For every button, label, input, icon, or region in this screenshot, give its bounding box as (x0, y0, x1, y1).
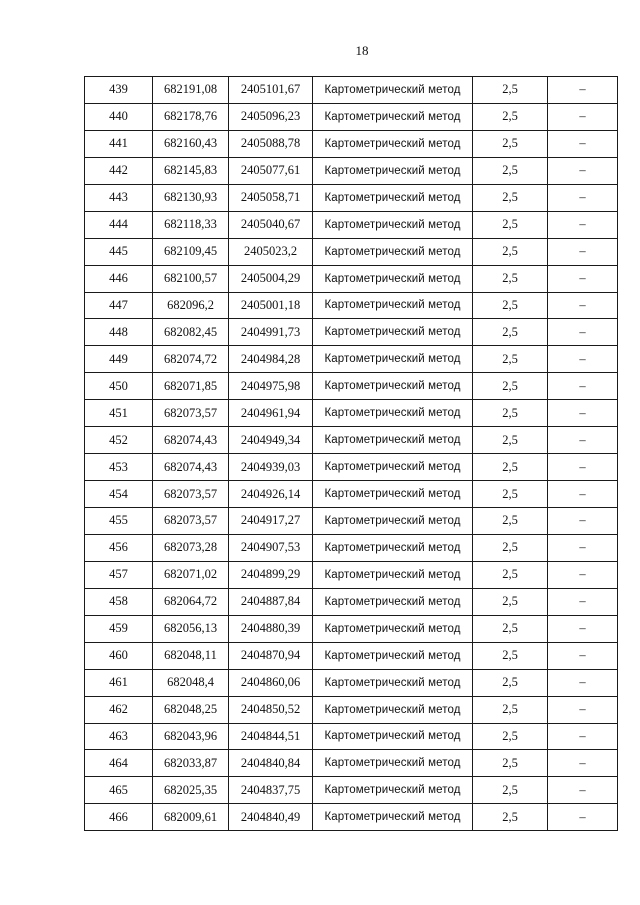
precision-cell: 2,5 (473, 265, 548, 292)
note-cell: – (548, 777, 618, 804)
point-number-cell: 451 (85, 400, 153, 427)
precision-cell: 2,5 (473, 184, 548, 211)
table-row (85, 750, 618, 777)
y-coordinate-cell: 2404844,51 (229, 723, 313, 750)
method-cell: Картометрический метод (313, 157, 473, 184)
x-coordinate-cell: 682073,57 (153, 508, 229, 535)
point-number-cell: 454 (85, 481, 153, 508)
y-coordinate-cell: 2404907,53 (229, 534, 313, 561)
point-number-cell: 441 (85, 130, 153, 157)
precision-cell: 2,5 (473, 400, 548, 427)
note-cell: – (548, 157, 618, 184)
precision-cell: 2,5 (473, 777, 548, 804)
precision-cell: 2,5 (473, 427, 548, 454)
precision-cell: 2,5 (473, 103, 548, 130)
method-cell: Картометрический метод (313, 615, 473, 642)
method-cell: Картометрический метод (313, 777, 473, 804)
x-coordinate-cell: 682025,35 (153, 777, 229, 804)
point-number-cell: 466 (85, 804, 153, 831)
y-coordinate-cell: 2404975,98 (229, 373, 313, 400)
note-cell: – (548, 130, 618, 157)
method-cell: Картометрический метод (313, 804, 473, 831)
precision-cell: 2,5 (473, 346, 548, 373)
precision-cell: 2,5 (473, 508, 548, 535)
precision-cell: 2,5 (473, 588, 548, 615)
note-cell: – (548, 723, 618, 750)
x-coordinate-cell: 682043,96 (153, 723, 229, 750)
x-coordinate-cell: 682048,11 (153, 642, 229, 669)
table-row (85, 77, 618, 104)
table-row (85, 615, 618, 642)
point-number-cell: 453 (85, 454, 153, 481)
x-coordinate-cell: 682071,02 (153, 561, 229, 588)
table-row (85, 346, 618, 373)
method-cell: Картометрический метод (313, 750, 473, 777)
point-number-cell: 464 (85, 750, 153, 777)
note-cell: – (548, 346, 618, 373)
coordinates-table-body (85, 77, 618, 831)
y-coordinate-cell: 2405101,67 (229, 77, 313, 104)
note-cell: – (548, 642, 618, 669)
method-cell: Картометрический метод (313, 292, 473, 319)
point-number-cell: 443 (85, 184, 153, 211)
method-cell: Картометрический метод (313, 534, 473, 561)
point-number-cell: 462 (85, 696, 153, 723)
y-coordinate-cell: 2405001,18 (229, 292, 313, 319)
table-row (85, 292, 618, 319)
method-cell: Картометрический метод (313, 427, 473, 454)
y-coordinate-cell: 2404840,49 (229, 804, 313, 831)
x-coordinate-cell: 682145,83 (153, 157, 229, 184)
y-coordinate-cell: 2404880,39 (229, 615, 313, 642)
method-cell: Картометрический метод (313, 696, 473, 723)
point-number-cell: 452 (85, 427, 153, 454)
precision-cell: 2,5 (473, 77, 548, 104)
x-coordinate-cell: 682048,4 (153, 669, 229, 696)
table-row (85, 454, 618, 481)
precision-cell: 2,5 (473, 319, 548, 346)
table-row (85, 130, 618, 157)
x-coordinate-cell: 682082,45 (153, 319, 229, 346)
y-coordinate-cell: 2404837,75 (229, 777, 313, 804)
table-row (85, 481, 618, 508)
y-coordinate-cell: 2405077,61 (229, 157, 313, 184)
point-number-cell: 444 (85, 211, 153, 238)
method-cell: Картометрический метод (313, 400, 473, 427)
x-coordinate-cell: 682048,25 (153, 696, 229, 723)
note-cell: – (548, 77, 618, 104)
method-cell: Картометрический метод (313, 723, 473, 750)
note-cell: – (548, 588, 618, 615)
point-number-cell: 446 (85, 265, 153, 292)
table-row (85, 534, 618, 561)
precision-cell: 2,5 (473, 696, 548, 723)
precision-cell: 2,5 (473, 373, 548, 400)
precision-cell: 2,5 (473, 561, 548, 588)
table-row (85, 157, 618, 184)
point-number-cell: 465 (85, 777, 153, 804)
note-cell: – (548, 238, 618, 265)
table-row (85, 400, 618, 427)
method-cell: Картометрический метод (313, 238, 473, 265)
method-cell: Картометрический метод (313, 508, 473, 535)
note-cell: – (548, 481, 618, 508)
note-cell: – (548, 508, 618, 535)
x-coordinate-cell: 682073,28 (153, 534, 229, 561)
note-cell: – (548, 265, 618, 292)
point-number-cell: 461 (85, 669, 153, 696)
y-coordinate-cell: 2404984,28 (229, 346, 313, 373)
precision-cell: 2,5 (473, 157, 548, 184)
precision-cell: 2,5 (473, 642, 548, 669)
point-number-cell: 450 (85, 373, 153, 400)
coordinates-table (84, 76, 618, 831)
table-row (85, 696, 618, 723)
method-cell: Картометрический метод (313, 642, 473, 669)
x-coordinate-cell: 682056,13 (153, 615, 229, 642)
method-cell: Картометрический метод (313, 481, 473, 508)
x-coordinate-cell: 682160,43 (153, 130, 229, 157)
method-cell: Картометрический метод (313, 454, 473, 481)
table-row (85, 508, 618, 535)
table-row (85, 427, 618, 454)
x-coordinate-cell: 682073,57 (153, 400, 229, 427)
table-row (85, 777, 618, 804)
note-cell: – (548, 211, 618, 238)
precision-cell: 2,5 (473, 130, 548, 157)
table-row (85, 265, 618, 292)
note-cell: – (548, 696, 618, 723)
method-cell: Картометрический метод (313, 184, 473, 211)
note-cell: – (548, 804, 618, 831)
method-cell: Картометрический метод (313, 265, 473, 292)
table-row (85, 669, 618, 696)
table-row (85, 319, 618, 346)
y-coordinate-cell: 2404991,73 (229, 319, 313, 346)
x-coordinate-cell: 682096,2 (153, 292, 229, 319)
x-coordinate-cell: 682191,08 (153, 77, 229, 104)
y-coordinate-cell: 2405040,67 (229, 211, 313, 238)
point-number-cell: 455 (85, 508, 153, 535)
point-number-cell: 456 (85, 534, 153, 561)
method-cell: Картометрический метод (313, 669, 473, 696)
y-coordinate-cell: 2404926,14 (229, 481, 313, 508)
method-cell: Картометрический метод (313, 373, 473, 400)
point-number-cell: 440 (85, 103, 153, 130)
table-row (85, 588, 618, 615)
x-coordinate-cell: 682130,93 (153, 184, 229, 211)
table-row (85, 723, 618, 750)
y-coordinate-cell: 2404840,84 (229, 750, 313, 777)
note-cell: – (548, 427, 618, 454)
x-coordinate-cell: 682033,87 (153, 750, 229, 777)
table-row (85, 184, 618, 211)
precision-cell: 2,5 (473, 292, 548, 319)
y-coordinate-cell: 2404939,03 (229, 454, 313, 481)
precision-cell: 2,5 (473, 615, 548, 642)
precision-cell: 2,5 (473, 669, 548, 696)
table-row (85, 238, 618, 265)
note-cell: – (548, 561, 618, 588)
note-cell: – (548, 292, 618, 319)
point-number-cell: 442 (85, 157, 153, 184)
table-row (85, 561, 618, 588)
table-row (85, 804, 618, 831)
point-number-cell: 445 (85, 238, 153, 265)
point-number-cell: 459 (85, 615, 153, 642)
note-cell: – (548, 184, 618, 211)
method-cell: Картометрический метод (313, 588, 473, 615)
x-coordinate-cell: 682074,43 (153, 454, 229, 481)
precision-cell: 2,5 (473, 454, 548, 481)
page-number: 18 (355, 43, 369, 58)
x-coordinate-cell: 682074,72 (153, 346, 229, 373)
y-coordinate-cell: 2404850,52 (229, 696, 313, 723)
note-cell: – (548, 103, 618, 130)
method-cell: Картометрический метод (313, 130, 473, 157)
table-row (85, 373, 618, 400)
x-coordinate-cell: 682073,57 (153, 481, 229, 508)
note-cell: – (548, 454, 618, 481)
point-number-cell: 457 (85, 561, 153, 588)
note-cell: – (548, 534, 618, 561)
x-coordinate-cell: 682071,85 (153, 373, 229, 400)
y-coordinate-cell: 2404870,94 (229, 642, 313, 669)
point-number-cell: 460 (85, 642, 153, 669)
y-coordinate-cell: 2405088,78 (229, 130, 313, 157)
precision-cell: 2,5 (473, 211, 548, 238)
note-cell: – (548, 400, 618, 427)
precision-cell: 2,5 (473, 723, 548, 750)
y-coordinate-cell: 2404887,84 (229, 588, 313, 615)
x-coordinate-cell: 682074,43 (153, 427, 229, 454)
y-coordinate-cell: 2405004,29 (229, 265, 313, 292)
point-number-cell: 463 (85, 723, 153, 750)
y-coordinate-cell: 2404949,34 (229, 427, 313, 454)
method-cell: Картометрический метод (313, 319, 473, 346)
y-coordinate-cell: 2404899,29 (229, 561, 313, 588)
precision-cell: 2,5 (473, 804, 548, 831)
point-number-cell: 458 (85, 588, 153, 615)
x-coordinate-cell: 682178,76 (153, 103, 229, 130)
x-coordinate-cell: 682009,61 (153, 804, 229, 831)
x-coordinate-cell: 682118,33 (153, 211, 229, 238)
precision-cell: 2,5 (473, 481, 548, 508)
method-cell: Картометрический метод (313, 103, 473, 130)
point-number-cell: 447 (85, 292, 153, 319)
table-row (85, 642, 618, 669)
method-cell: Картометрический метод (313, 561, 473, 588)
note-cell: – (548, 319, 618, 346)
point-number-cell: 439 (85, 77, 153, 104)
y-coordinate-cell: 2404917,27 (229, 508, 313, 535)
y-coordinate-cell: 2404961,94 (229, 400, 313, 427)
table-row (85, 211, 618, 238)
precision-cell: 2,5 (473, 534, 548, 561)
x-coordinate-cell: 682109,45 (153, 238, 229, 265)
precision-cell: 2,5 (473, 238, 548, 265)
precision-cell: 2,5 (473, 750, 548, 777)
point-number-cell: 448 (85, 319, 153, 346)
note-cell: – (548, 750, 618, 777)
note-cell: – (548, 373, 618, 400)
y-coordinate-cell: 2405096,23 (229, 103, 313, 130)
table-row (85, 103, 618, 130)
x-coordinate-cell: 682064,72 (153, 588, 229, 615)
y-coordinate-cell: 2404860,06 (229, 669, 313, 696)
x-coordinate-cell: 682100,57 (153, 265, 229, 292)
y-coordinate-cell: 2405058,71 (229, 184, 313, 211)
y-coordinate-cell: 2405023,2 (229, 238, 313, 265)
method-cell: Картометрический метод (313, 211, 473, 238)
method-cell: Картометрический метод (313, 77, 473, 104)
method-cell: Картометрический метод (313, 346, 473, 373)
point-number-cell: 449 (85, 346, 153, 373)
note-cell: – (548, 669, 618, 696)
note-cell: – (548, 615, 618, 642)
